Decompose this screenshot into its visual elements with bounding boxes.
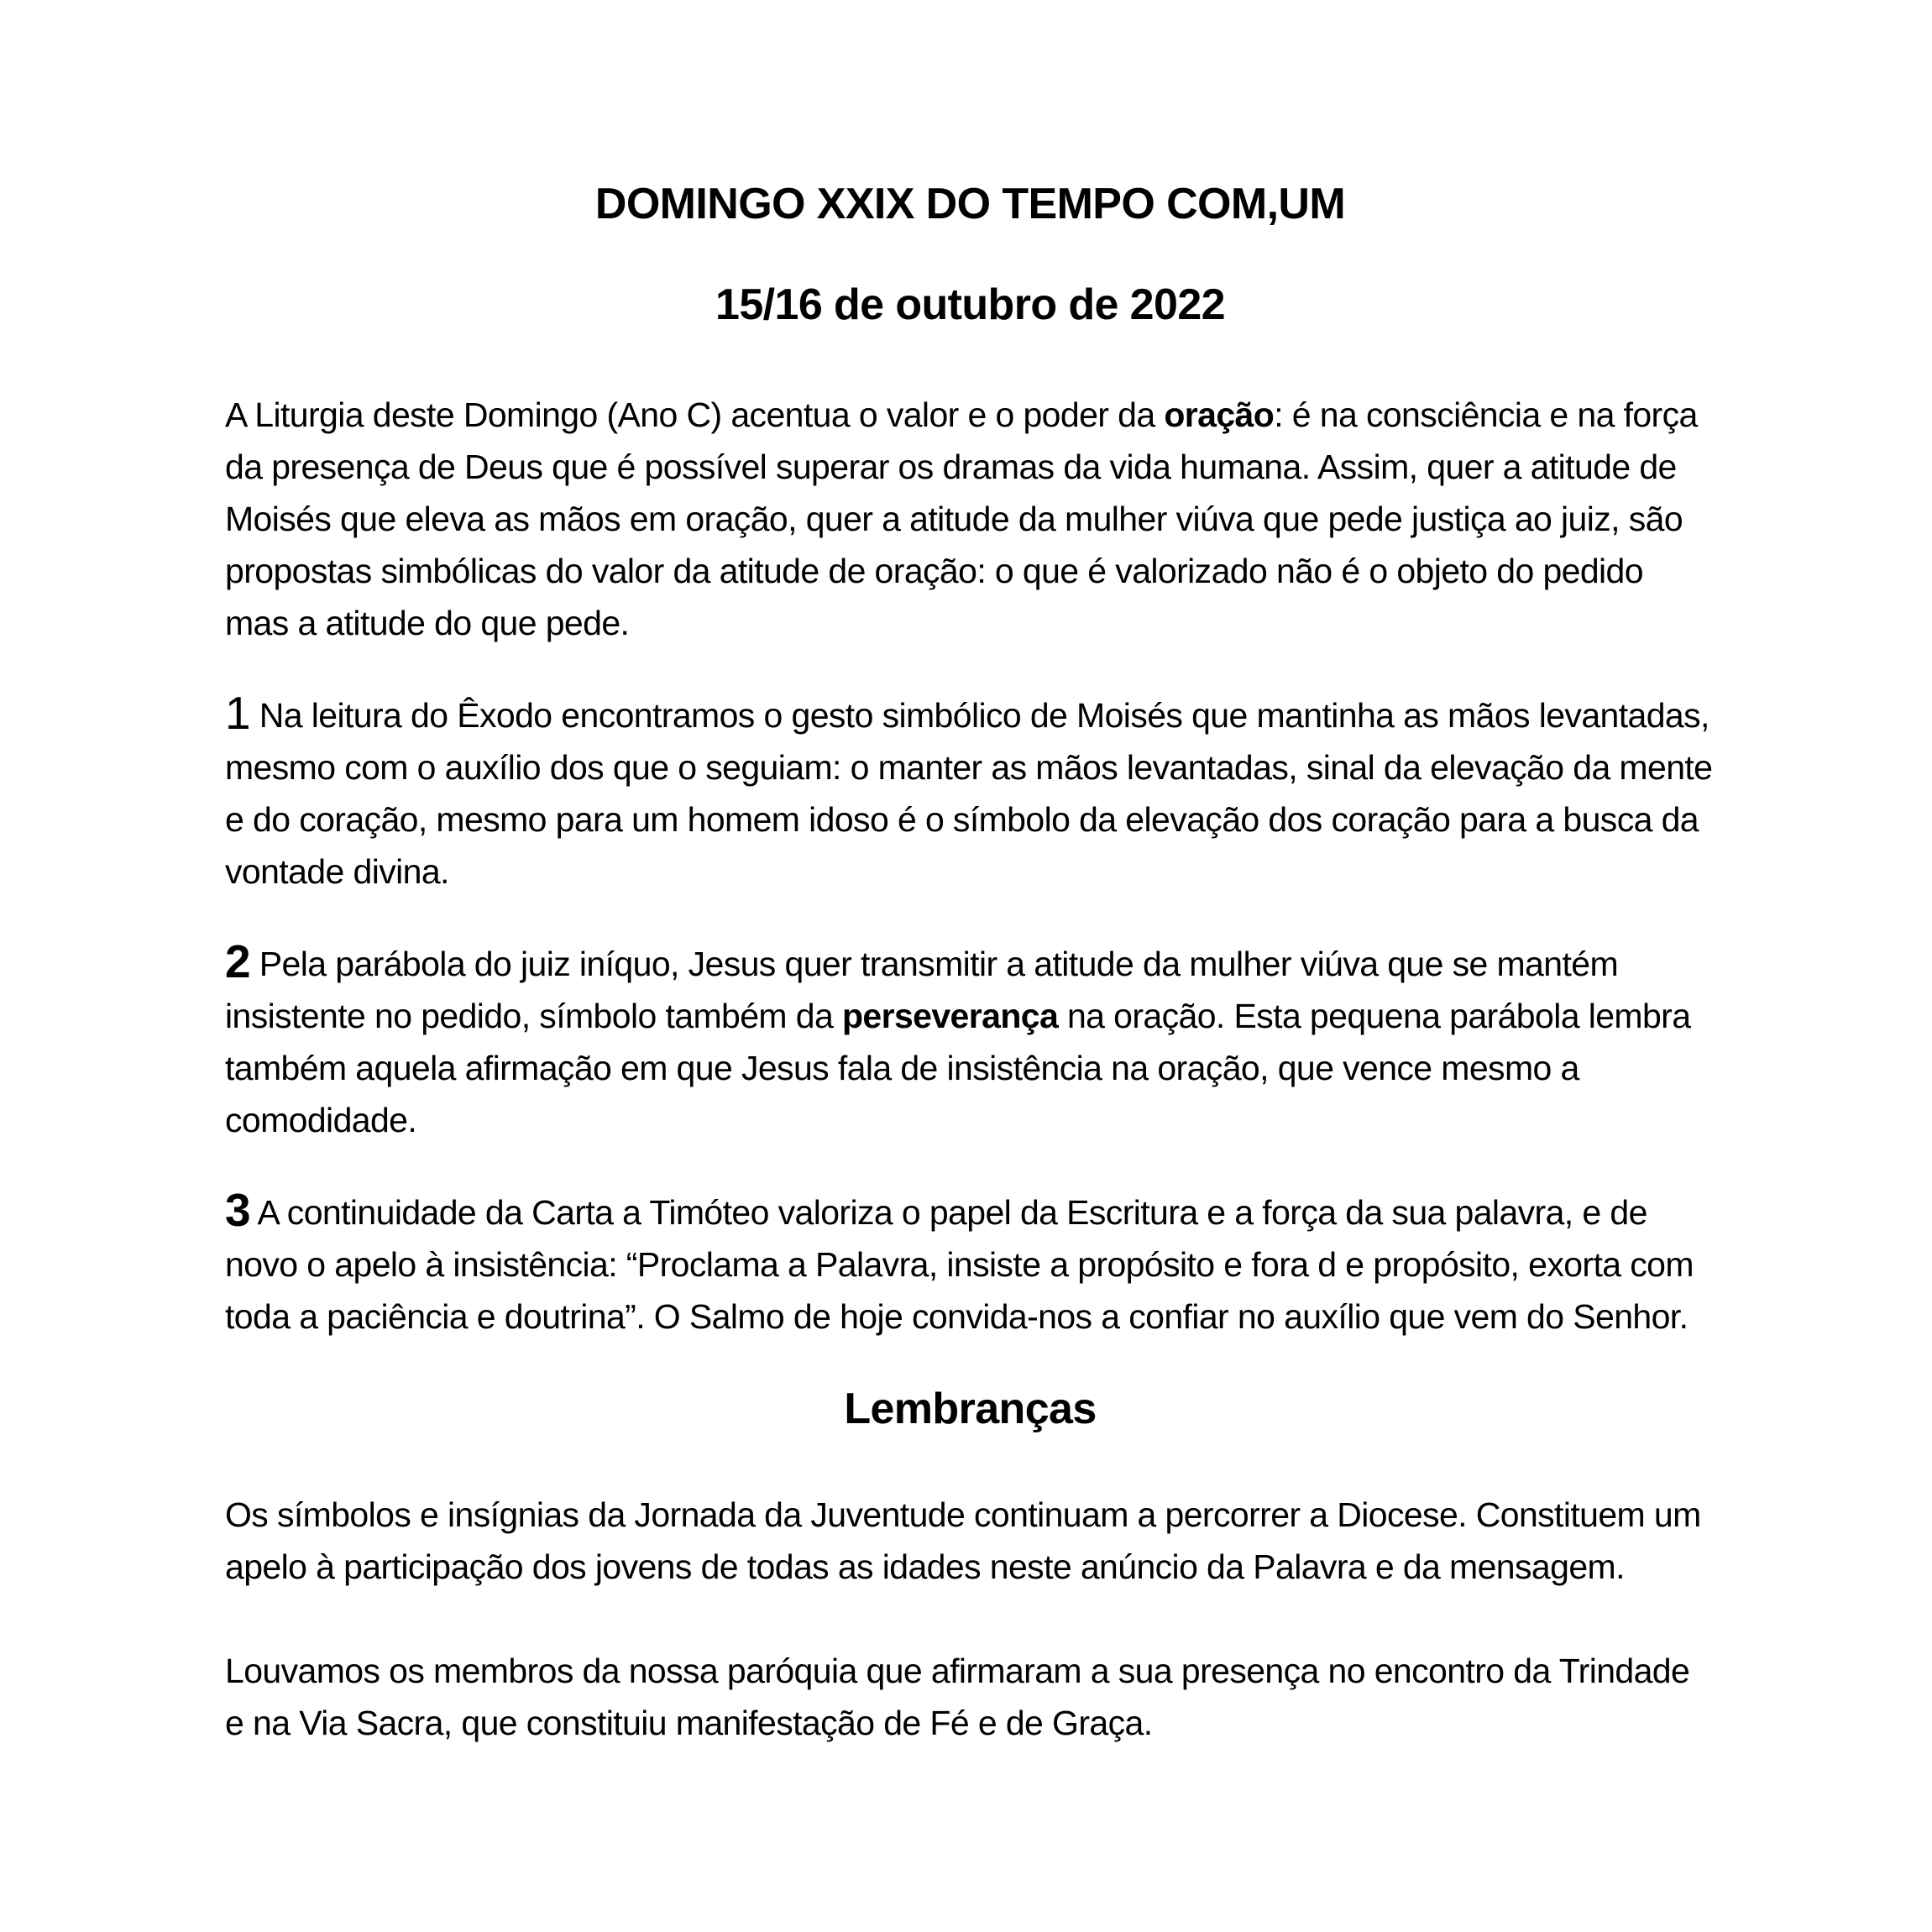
document-title: DOMINGO XXIX DO TEMPO COM,UM bbox=[594, 180, 1346, 228]
paragraph: Os símbolos e insígnias da Jornada da Juventude continuam a percorrer a Diocese. Constituem um apelo à participação dos jovens de todas as idades neste anúncio da Palavra e da mensagem. bbox=[225, 1495, 1701, 1587]
bold-text-run: oração bbox=[1164, 395, 1275, 434]
bold-text-run: perseverança bbox=[841, 996, 1059, 1035]
text-run: Pela parábola do juiz iníquo, Jesus quer transmitir a atitude da mulher viúva que se mantém insistente no pedido, símbolo também da bbox=[225, 944, 1619, 1035]
paragraph-number: 3 bbox=[225, 1183, 250, 1236]
text-run: na oração. Esta pequena parábola lembra também aquela afirmação em que Jesus fala de insistência na oração, que vence mesmo a comodidade. bbox=[225, 996, 1691, 1139]
section-heading-lembrancas: Lembranças bbox=[844, 1384, 1097, 1433]
text-run: A Liturgia deste Domingo (Ano C) acentua o valor e o poder da bbox=[225, 395, 1165, 434]
paragraph bbox=[225, 1183, 1715, 1343]
document-date: 15/16 de outubro de 2022 bbox=[715, 280, 1225, 330]
text-run: A continuidade da Carta a Timóteo valoriza o papel da Escritura e a força da sua palavra, e de novo o apelo à insistência: “Proclama a Palavra, insiste a propósito e fora d e propósito, exorta com toda a paciência e doutrina”. O Salmo de hoje convida-nos a confiar no auxílio que vem do Senhor. bbox=[225, 1192, 1694, 1336]
text-run: : é na consciência e na força da presença de Deus que é possível superar os dramas da vida humana. Assim, quer a atitude de Moisés que eleva as mãos em oração, quer a atitude da mulher viúva que pede justiça ao juiz, são propostas simbólicas do valor da atitude de oração: o que é valorizado não é o objeto do pedido mas a atitude do que pede. bbox=[225, 395, 1698, 642]
body-paragraphs bbox=[225, 389, 1715, 1343]
text-run: Na leitura do Êxodo encontramos o gesto simbólico de Moisés que mantinha as mãos levantadas, mesmo com o auxílio dos que o seguiam: o manter as mãos levantadas, sinal da elevação da mente e do coração, mesmo para um homem idoso é o símbolo da elevação dos coração para a busca da vontade divina. bbox=[225, 695, 1713, 891]
lembrancas-paragraphs bbox=[225, 1489, 1715, 1749]
paragraph bbox=[225, 686, 1715, 898]
paragraph bbox=[225, 935, 1715, 1146]
paragraph bbox=[225, 389, 1715, 649]
paragraph-number: 1 bbox=[225, 686, 250, 739]
paragraph-number: 2 bbox=[225, 935, 250, 987]
paragraph: Louvamos os membros da nossa paróquia que afirmaram a sua presença no encontro da Trindade e na Via Sacra, que constituiu manifestação de Fé e de Graça. bbox=[225, 1652, 1690, 1743]
